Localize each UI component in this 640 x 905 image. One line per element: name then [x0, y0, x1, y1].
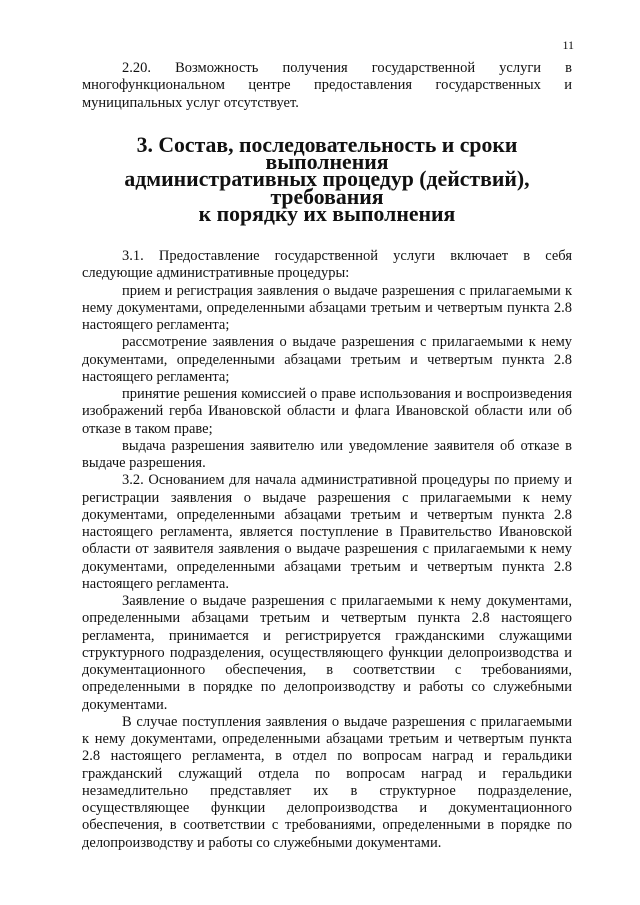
paragraph-department-case: В случае поступления заявления о выдаче разрешения с прилагаемыми к нему документами, определенными абзацами третьим и четвертым пункта 2.8 настоящего регламента, в отдел по вопросам наград и геральдики гражданский служащий отдела по вопросам наград и геральдики незамедлительно представляет их в структурное подразделение, осуществляющее функции делопроизводства и документационного обеспечения, в соответствии с требованиями, определенными в порядке по делопроизводству и работы со служебными документами. — [82, 713, 572, 851]
paragraph-2-20: 2.20. Возможность получения государственной услуги в многофункциональном центре предоставления государственных и муниципальных услуг отсутствует. — [82, 60, 572, 111]
section-3-heading — [82, 132, 572, 226]
paragraph-3-2: 3.2. Основанием для начала административной процедуры по приему и регистрации заявления о выдаче разрешения с прилагаемыми к нему документами, определенными абзацами третьим и четвертым пункта 2.8 настоящего регламента, является поступление в Правительство Ивановской области от заявителя заявления о выдаче разрешения с прилагаемыми к нему документами, определенными абзацами третьим и четвертым пункта 2.8 настоящего регламента. — [82, 472, 572, 592]
section-heading-line-2: административных процедур (действий), требования — [124, 167, 530, 209]
procedure-item-issuance: выдача разрешения заявителю или уведомление заявителя об отказе в выдаче разрешения. — [82, 437, 572, 471]
document-body — [82, 60, 572, 852]
page-number: 11 — [562, 38, 574, 52]
procedure-item-decision: принятие решения комиссией о праве использования и воспроизведения изображений герба Ивановской области и флага Ивановской области или об отказе в таком праве; — [82, 386, 572, 437]
paragraph-3-1: 3.1. Предоставление государственной услуги включает в себя следующие административные процедуры: — [82, 248, 572, 282]
section-heading-line-1: 3. Состав, последовательность и сроки выполнения — [136, 132, 518, 174]
paragraph-registration: Заявление о выдаче разрешения с прилагаемыми к нему документами, определенными абзацами третьим и четвертым пункта 2.8 настоящего регламента, принимается и регистрируется гражданскими служащими структурного подразделения, осуществляющего функции делопроизводства и документационного обеспечения, в соответствии с требованиями, определенными в порядке по делопроизводству и работы со служебными документами. — [82, 593, 572, 713]
procedure-item-reception: прием и регистрация заявления о выдаче разрешения с прилагаемыми к нему документами, определенными абзацами третьим и четвертым пункта 2.8 настоящего регламента; — [82, 282, 572, 333]
section-heading-line-3: к порядку их выполнения — [198, 201, 456, 226]
procedure-item-review: рассмотрение заявления о выдаче разрешения с прилагаемыми к нему документами, определенными абзацами третьим и четвертым пункта 2.8 настоящего регламента; — [82, 334, 572, 385]
